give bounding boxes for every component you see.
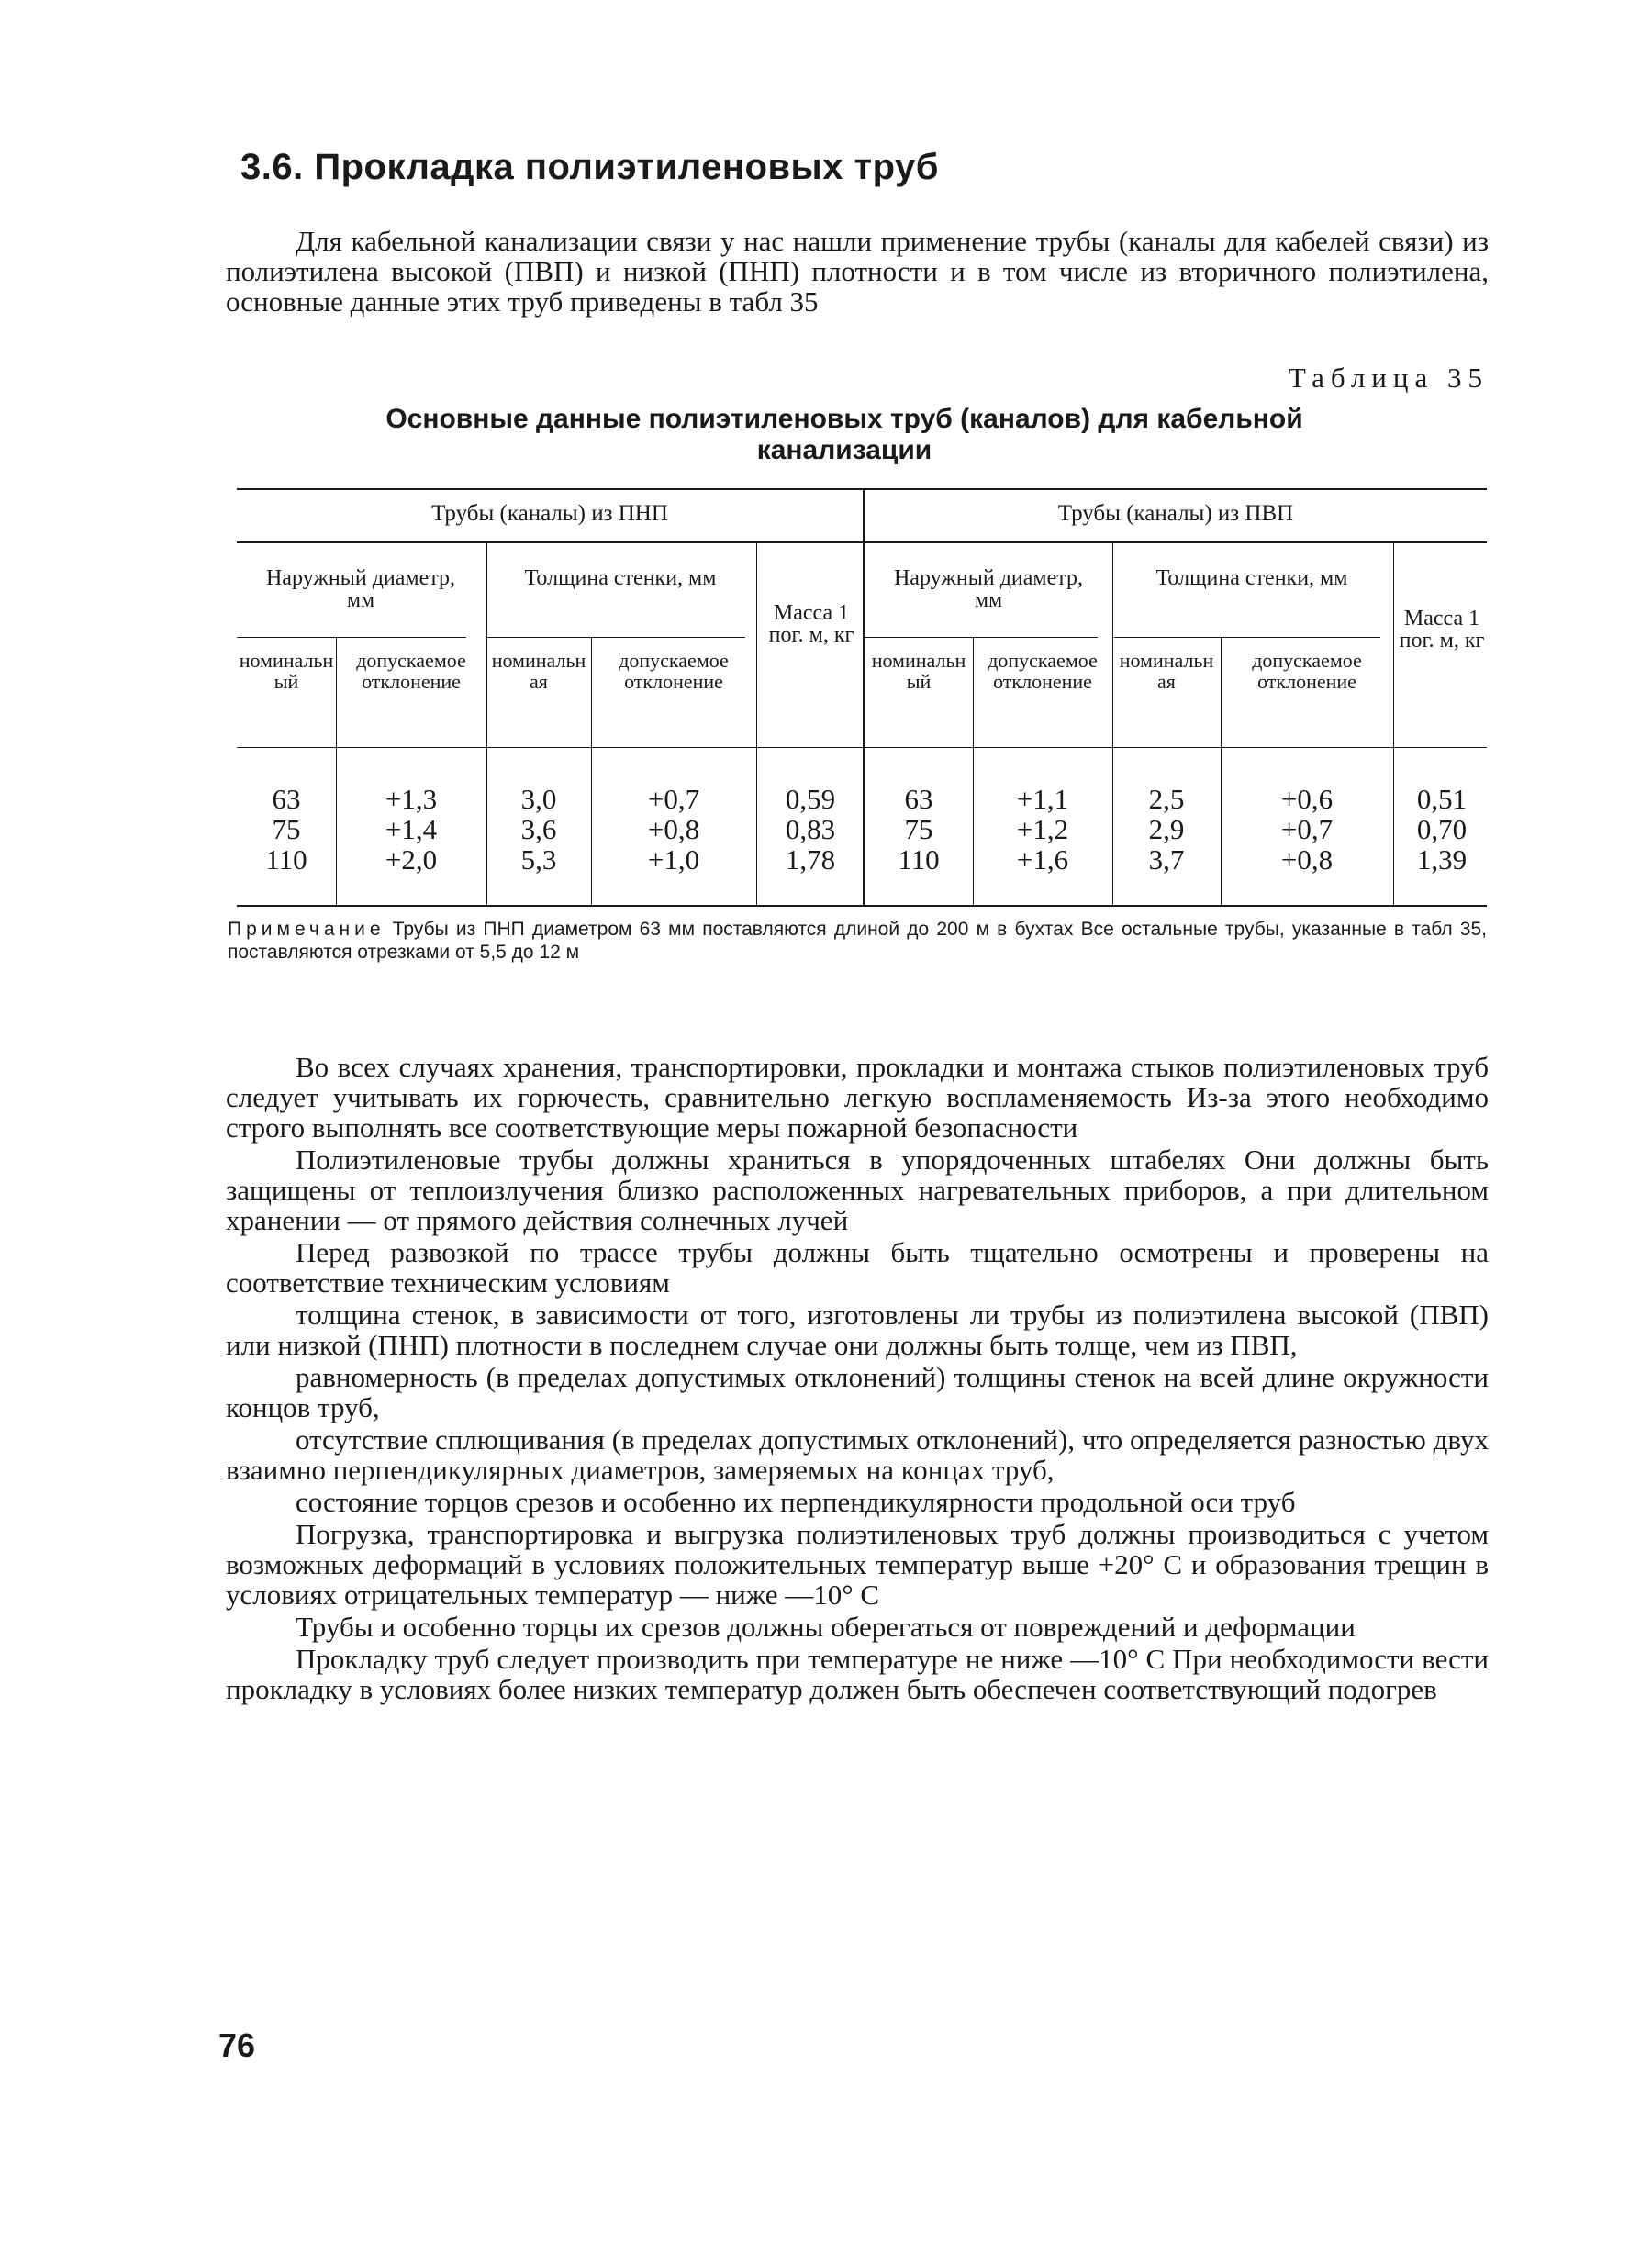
table-title: Основные данные полиэтиленовых труб (каналов) для кабельной канализации [385, 404, 1303, 465]
pvp-diameter-tolerance: +1,2 [1016, 813, 1069, 845]
table-col-rule [1393, 541, 1394, 905]
table-rule-sub-left-1 [237, 637, 466, 638]
pvp-wall-nominal: 2,9 [1148, 813, 1185, 845]
pvp-mass: 0,70 [1416, 813, 1468, 845]
pnp-wall-tolerance: +0,7 [647, 783, 700, 815]
table-label: Таблица 35 [1288, 362, 1489, 394]
table-rule-top [237, 488, 1487, 490]
header-tolerance: допускаемое отклонение [1252, 649, 1362, 693]
header-outer-diameter: Наружный диаметр, мм [265, 566, 456, 612]
page-number: 76 [218, 2026, 256, 2064]
pvp-wall-tolerance: +0,6 [1280, 783, 1334, 815]
body-text [226, 1052, 1489, 1706]
pnp-wall-nominal: 5,3 [520, 843, 557, 876]
table-note-text: Трубы из ПНП диаметром 63 мм поставляются длиной до 200 м в бухтах Все остальные трубы, указанные в табл 35, поставляются отрезками от 5,5 до 12 м [228, 919, 1487, 963]
header-outer-diameter: Наружный диаметр, мм [893, 566, 1084, 612]
body-paragraph: отсутствие сплющивания (в пределах допустимых отклонений), что определяется разностью двух взаимно перпендикулярных диаметров, замеряемых на концах труб, [226, 1423, 1489, 1486]
table-note [228, 918, 1487, 964]
pnp-mass: 1,78 [785, 843, 836, 876]
pnp-wall-tolerance: +1,0 [647, 843, 700, 876]
pnp-diameter-tolerance: +1,3 [385, 783, 438, 815]
body-paragraph: Во всех случаях хранения, транспортировки, прокладки и монтажа стыков полиэтиленовых труб следует учитывать их горючесть, сравнительно легкую воспламеняемость Из-за этого необходимо строго выполнять все соответствующие меры пожарной безопасности [226, 1051, 1489, 1144]
table-rule-sub-right-2 [1114, 637, 1380, 638]
pvp-wall-nominal: 2,5 [1148, 783, 1185, 815]
table-rule-header-bottom [237, 747, 1487, 748]
header-nominal: номинальный [239, 649, 334, 693]
header-tolerance: допускаемое отклонение [619, 649, 729, 693]
body-paragraph: Полиэтиленовые трубы должны храниться в упорядоченных штабелях Они должны быть защищены от теплоизлучения близко расположенных нагревательных приборов, а при длительном хранении — от прямого действия солнечных лучей [226, 1144, 1489, 1236]
header-nominal: номинальная [1119, 649, 1214, 693]
body-paragraph: состояние торцов срезов и особенно их перпендикулярности продольной оси труб [296, 1486, 1296, 1518]
pnp-wall-tolerance: +0,8 [647, 813, 700, 845]
table-col-rule-center [863, 488, 865, 905]
pnp-mass: 0,59 [785, 783, 836, 815]
header-mass: Масса 1 пог. м, кг [768, 601, 854, 647]
body-paragraph: равномерность (в пределах допустимых отклонений) толщины стенок на всей длине окружности концов труб, [226, 1361, 1489, 1423]
pnp-diameter-nominal: 110 [265, 843, 307, 876]
header-nominal: номинальная [491, 649, 586, 693]
pvp-wall-nominal: 3,7 [1148, 843, 1185, 876]
header-nominal: номинальный [871, 649, 966, 693]
group-header-pnp: Трубы (каналы) из ПНП [431, 501, 668, 526]
table-col-rule [336, 637, 337, 905]
pvp-diameter-nominal: 75 [904, 813, 933, 845]
table-col-rule [1112, 541, 1113, 905]
intro-paragraph: Для кабельной канализации связи у нас нашли применение трубы (каналы для кабелей связи) из полиэтилена высокой (ПВП) и низкой (ПНП) плотности и в том числе из вторичного полиэтилена, основные данные этих труб приведены в табл 35 [226, 225, 1489, 318]
table-rule-bottom [237, 905, 1487, 907]
body-paragraph: Прокладку труб следует производить при температуре не ниже —10° С При необходимости вести прокладку в условиях более низких температур должен быть обеспечен соответствующий подогрев [226, 1643, 1489, 1705]
pvp-diameter-tolerance: +1,1 [1016, 783, 1069, 815]
group-header-pvp: Трубы (каналы) из ПВП [1057, 501, 1294, 526]
table-note-label: Примечание [228, 919, 385, 940]
pvp-wall-tolerance: +0,8 [1280, 843, 1334, 876]
body-paragraph: Трубы и особенно торцы их срезов должны оберегаться от повреждений и деформации [296, 1611, 1356, 1643]
table-rule-sub-right-1 [865, 637, 1098, 638]
table-rule-group [237, 541, 1487, 543]
header-tolerance: допускаемое отклонение [356, 649, 466, 693]
pnp-diameter-tolerance: +2,0 [385, 843, 438, 876]
pnp-wall-nominal: 3,0 [520, 783, 557, 815]
header-wall-thickness: Толщина стенки, мм [1155, 566, 1348, 590]
table-col-rule [756, 541, 757, 905]
pvp-diameter-nominal: 63 [904, 783, 933, 815]
body-paragraph: Погрузка, транспортировка и выгрузка полиэтиленовых труб должны производиться с учетом возможных деформаций в условиях положительных температур выше +20° С и образования трещин в условиях отрицательных температур — ниже —10° С [226, 1518, 1489, 1611]
body-paragraph: Перед развозкой по трассе трубы должны быть тщательно осмотрены и проверены на соответствие техническим условиям [226, 1236, 1489, 1299]
pvp-diameter-tolerance: +1,6 [1016, 843, 1069, 876]
pvp-mass: 0,51 [1416, 783, 1468, 815]
pvp-diameter-nominal: 110 [898, 843, 940, 876]
pvp-mass: 1,39 [1416, 843, 1468, 876]
header-wall-thickness: Толщина стенки, мм [524, 566, 717, 590]
pipe-data-table [237, 488, 1487, 907]
pnp-diameter-tolerance: +1,4 [385, 813, 438, 845]
section-heading: 3.6. Прокладка полиэтиленовых труб [240, 147, 940, 187]
pnp-diameter-nominal: 75 [272, 813, 301, 845]
table-col-rule [973, 637, 974, 905]
table-rule-sub-left-2 [486, 637, 745, 638]
header-mass: Масса 1 пог. м, кг [1399, 607, 1485, 653]
table-col-rule [1221, 637, 1222, 905]
pnp-wall-nominal: 3,6 [520, 813, 557, 845]
pnp-mass: 0,83 [785, 813, 836, 845]
pnp-diameter-nominal: 63 [272, 783, 301, 815]
header-tolerance: допускаемое отклонение [988, 649, 1098, 693]
body-paragraph: толщина стенок, в зависимости от того, изготовлены ли трубы из полиэтилена высокой (ПВП) или низкой (ПНП) плотности в последнем случае они должны быть толще, чем из ПВП, [226, 1299, 1489, 1361]
table-col-rule [486, 541, 487, 905]
table-col-rule [591, 637, 592, 905]
pvp-wall-tolerance: +0,7 [1280, 813, 1334, 845]
